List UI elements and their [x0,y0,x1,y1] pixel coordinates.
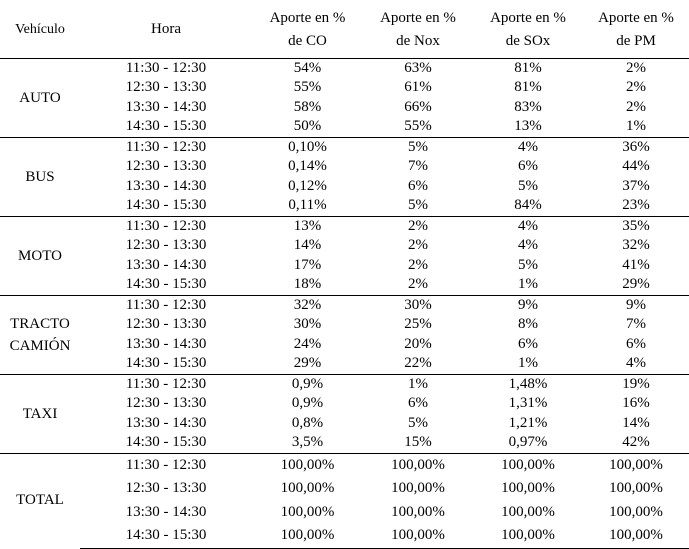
cell-nox: 61% [404,79,432,95]
cell-hora: 12:30 - 13:30 [125,480,207,496]
cell-nox: 55% [404,118,432,134]
cell-co: 0,14% [288,158,327,174]
cell-nox: 5% [363,137,473,157]
cell-nox: 5% [408,414,428,431]
cell-nox: 100,00% [363,524,473,548]
cell-pm: 1% [626,118,646,134]
vehicle-label [0,58,80,137]
cell-co: 30% [293,316,322,332]
total-group [0,453,689,548]
header-vehiculo: Vehículo [15,22,65,38]
cell-co: 0,11% [288,197,327,213]
vehicle-label-line: TRACTO [10,315,70,332]
cell-co: 54% [252,58,363,78]
cell-nox: 2% [408,237,428,253]
cell-co: 50% [293,118,322,134]
cell-nox: 100,00% [391,503,445,520]
vehicle-group [0,216,689,295]
cell-hora: 12:30 - 13:30 [125,79,207,95]
cell-co: 100,00% [252,524,363,548]
header-co-line2: de CO [288,32,327,49]
cell-hora: 11:30 - 12:30 [80,137,252,157]
cell-co: 14% [293,237,322,253]
header-nox-line1: Aporte en % [380,9,456,26]
header-sox-line1: Aporte en % [490,9,566,26]
cell-pm: 16% [622,395,650,411]
cell-pm: 42% [622,434,650,450]
cell-nox: 66% [404,98,432,115]
header-nox [363,2,473,58]
cell-sox: 9% [473,295,583,315]
vehicle-label-line: TAXI [22,405,58,422]
vehicle-label-line: MOTO [18,247,62,264]
cell-sox: 84% [514,197,542,213]
vehicle-group [0,58,689,137]
cell-pm: 2% [626,98,646,115]
vehicle-label [0,453,80,548]
header-pm-line2: de PM [616,32,656,49]
table-row [0,394,689,414]
header-sox-line2: de SOx [505,32,551,49]
cell-nox: 25% [404,316,432,332]
cell-sox: 8% [518,316,538,332]
cell-co: 100,00% [252,453,363,477]
cell-co: 0,9% [252,374,363,394]
cell-nox: 5% [408,197,428,213]
table-row [0,335,689,355]
cell-co: 3,5% [291,434,324,450]
cell-sox: 81% [473,58,583,78]
table-row [0,236,689,256]
cell-nox: 30% [363,295,473,315]
vehicle-group [0,295,689,374]
vehicle-label [0,374,80,453]
cell-sox: 0,97% [508,434,548,450]
table-row [0,58,689,78]
cell-pm: 7% [626,316,646,332]
cell-pm: 2% [626,79,646,95]
cell-pm: 100,00% [583,453,689,477]
cell-sox: 4% [473,216,583,236]
cell-hora: 11:30 - 12:30 [80,453,252,477]
vehicle-label-line: CAMIÓN [9,337,71,354]
cell-hora: 14:30 - 15:30 [80,524,252,548]
cell-co: 17% [293,256,322,273]
cell-sox: 1,21% [508,414,548,431]
table-row [0,78,689,98]
cell-hora: 12:30 - 13:30 [125,237,207,253]
cell-pm: 19% [583,374,689,394]
cell-nox: 22% [404,355,432,371]
vehicle-label [0,137,80,216]
cell-co: 18% [293,276,322,292]
table-row [0,524,689,548]
header-pm [583,2,689,58]
cell-hora: 13:30 - 14:30 [125,177,207,194]
cell-nox: 2% [408,276,428,292]
cell-nox: 7% [408,158,428,174]
vehicle-group [0,374,689,453]
cell-hora: 14:30 - 15:30 [125,355,207,371]
emissions-table [0,2,689,549]
vehicle-label-line: BUS [25,168,55,185]
cell-hora: 12:30 - 13:30 [125,395,207,411]
cell-nox: 100,00% [391,480,445,496]
cell-co: 55% [293,79,322,95]
cell-nox: 100,00% [363,453,473,477]
cell-pm: 44% [622,158,650,174]
cell-sox: 83% [514,98,542,115]
cell-hora: 11:30 - 12:30 [80,58,252,78]
cell-sox: 5% [518,177,538,194]
cell-nox: 2% [408,256,428,273]
cell-nox: 1% [363,374,473,394]
cell-pm: 100,00% [609,480,663,496]
table-row [0,98,689,118]
cell-hora: 13:30 - 14:30 [125,335,207,352]
table-row [0,216,689,236]
table-row [0,196,689,216]
cell-hora: 14:30 - 15:30 [125,118,207,134]
vehicle-label-line: AUTO [19,89,61,106]
cell-sox: 1,48% [473,374,583,394]
cell-sox: 5% [518,256,538,273]
cell-co: 0,10% [252,137,363,157]
cell-sox: 100,00% [501,480,555,496]
cell-pm: 29% [622,276,650,292]
cell-co: 0,12% [288,177,327,194]
table-row [0,477,689,501]
table-row [0,374,689,394]
table-row [0,354,689,374]
cell-co: 100,00% [280,480,335,496]
cell-pm: 2% [583,58,689,78]
cell-nox: 15% [404,434,432,450]
table-row [0,414,689,434]
cell-hora: 14:30 - 15:30 [125,276,207,292]
cell-sox: 1% [518,276,538,292]
table-row [0,433,689,453]
cell-co: 13% [252,216,363,236]
cell-hora: 13:30 - 14:30 [125,414,207,431]
header-pm-line1: Aporte en % [598,9,674,26]
vehicle-group [0,137,689,216]
cell-sox: 100,00% [473,524,583,548]
cell-sox: 1% [518,355,538,371]
table-row [0,501,689,525]
cell-pm: 23% [622,197,650,213]
cell-hora: 12:30 - 13:30 [125,316,207,332]
cell-nox: 6% [408,177,428,194]
cell-co: 100,00% [280,503,335,520]
cell-nox: 63% [363,58,473,78]
cell-co: 0,8% [291,414,324,431]
cell-sox: 6% [518,335,538,352]
cell-co: 24% [293,335,322,352]
table-row [0,295,689,315]
cell-hora: 13:30 - 14:30 [125,256,207,273]
cell-pm: 100,00% [609,503,663,520]
cell-co: 29% [293,355,322,371]
cell-pm: 41% [622,256,650,273]
cell-co: 32% [252,295,363,315]
cell-hora: 13:30 - 14:30 [125,98,207,115]
table-row [0,157,689,177]
cell-nox: 6% [408,395,428,411]
table-row [0,256,689,276]
cell-co: 0,9% [291,395,324,411]
header-co [252,2,363,58]
header-hora: Hora [151,21,181,38]
cell-pm: 9% [583,295,689,315]
table-row [0,453,689,477]
cell-pm: 35% [583,216,689,236]
vehicle-label [0,216,80,295]
cell-sox: 6% [518,158,538,174]
vehicle-label-line: TOTAL [16,492,64,508]
cell-hora: 12:30 - 13:30 [125,158,207,174]
cell-pm: 36% [583,137,689,157]
cell-hora: 14:30 - 15:30 [125,197,207,213]
cell-hora: 14:30 - 15:30 [125,434,207,450]
cell-hora: 11:30 - 12:30 [80,295,252,315]
cell-sox: 4% [518,237,538,253]
cell-co: 58% [293,98,322,115]
table-row [0,137,689,157]
cell-sox: 1,31% [508,395,548,411]
header-sox [473,2,583,58]
vehicle-label [0,295,80,374]
cell-pm: 37% [622,177,650,194]
cell-pm: 32% [622,237,650,253]
table-header [0,2,689,58]
cell-pm: 6% [626,335,646,352]
cell-pm: 4% [626,355,646,371]
cell-nox: 2% [363,216,473,236]
cell-hora: 11:30 - 12:30 [80,374,252,394]
cell-sox: 81% [514,79,542,95]
table-row [0,177,689,197]
cell-hora: 11:30 - 12:30 [80,216,252,236]
header-co-line1: Aporte en % [269,9,346,26]
cell-nox: 20% [404,335,432,352]
cell-sox: 100,00% [501,503,555,520]
table-row [0,275,689,295]
cell-sox: 13% [514,118,542,134]
header-nox-line2: de Nox [396,32,440,49]
table-row [0,117,689,137]
cell-pm: 14% [622,414,650,431]
cell-sox: 4% [473,137,583,157]
cell-hora: 13:30 - 14:30 [125,503,207,520]
cell-sox: 100,00% [473,453,583,477]
table-row [0,315,689,335]
cell-pm: 100,00% [583,524,689,548]
